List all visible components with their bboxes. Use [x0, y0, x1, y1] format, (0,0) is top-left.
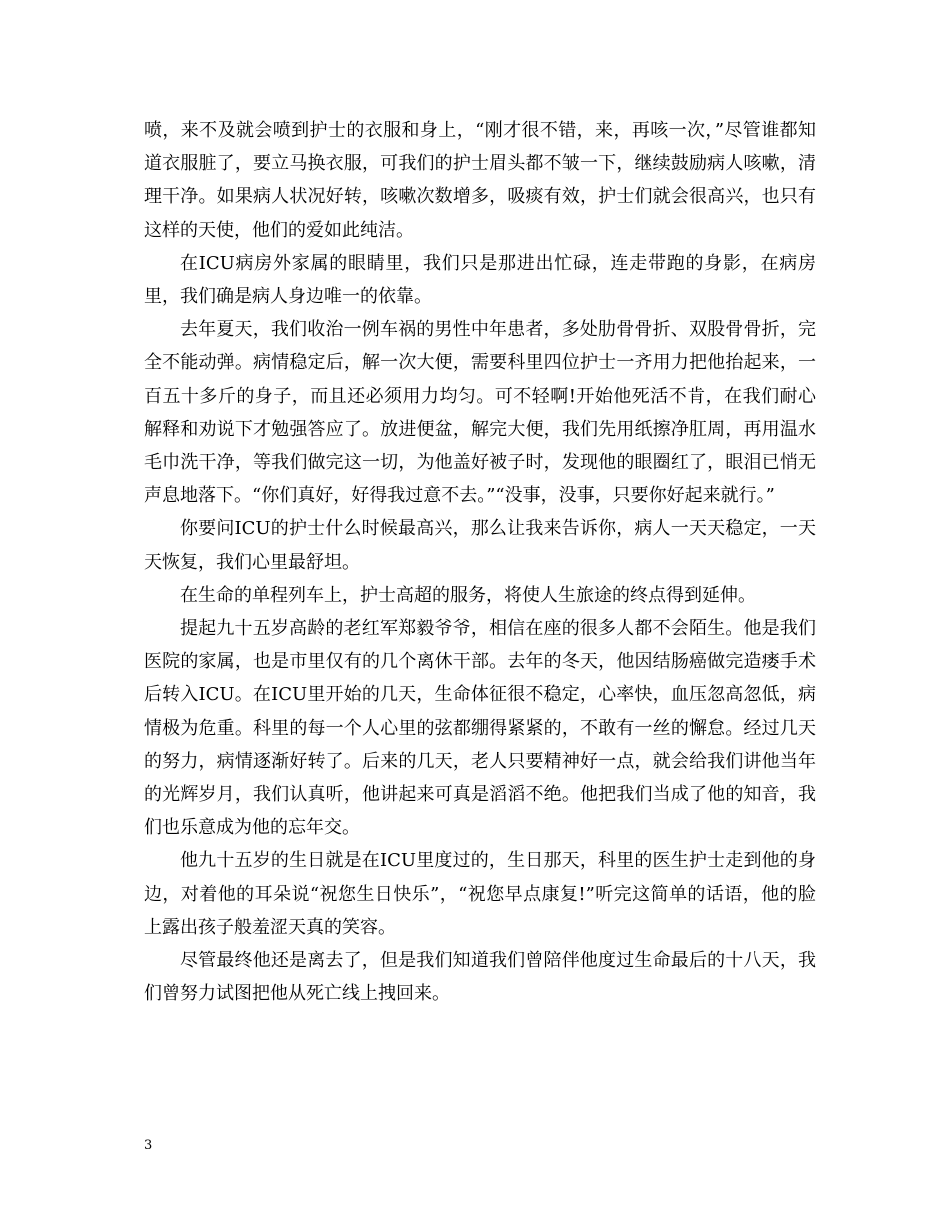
paragraph-3: 去年夏天，我们收治一例车祸的男性中年患者，多处肋骨骨折、双股骨骨折，完全不能动弹。病情稳定后，解一次大便，需要科里四位护士一齐用力把他抬起来，一百五十多斤的身子，而且还必须用力均匀。可不轻啊!开始他死活不肯，在我们耐心解释和劝说下才勉强答应了。放进便盆，解完大便，我们先用纸擦净肛周，再用温水毛巾洗干净，等我们做完这一切，为他盖好被子时，发现他的眼圈红了，眼泪已悄无声息地落下。“你们真好，好得我过意不去。”“没事，没事，只要你好起来就行。”	[144, 319, 816, 507]
paragraph-7: 他九十五岁的生日就是在ICU里度过的，生日那天，科里的医生护士走到他的身边，对着他的耳朵说“祝您生日快乐”，“祝您早点康复!”听完这简单的话语，他的脸上露出孩子般羞涩天真的笑容。	[144, 850, 816, 938]
paragraph-4: 你要问ICU的护士什么时候最高兴，那么让我来告诉你，病人一天天稳定，一天天恢复，我们心里最舒坦。	[144, 518, 816, 573]
page-number: 3	[144, 1138, 153, 1153]
paragraph-2: 在ICU病房外家属的眼睛里，我们只是那进出忙碌，连走带跑的身影，在病房里，我们确是病人身边唯一的依靠。	[144, 252, 816, 308]
body-text	[144, 114, 816, 1010]
paragraph-5: 在生命的单程列车上，护士高超的服务，将使人生旅途的终点得到延伸。	[180, 584, 756, 606]
paragraph-8: 尽管最终他还是离去了，但是我们知道我们曾陪伴他度过生命最后的十八天，我们曾努力试图把他从死亡线上拽回来。	[144, 950, 816, 1005]
paragraph-6: 提起九十五岁高龄的老红军郑毅爷爷，相信在座的很多人都不会陌生。他是我们医院的家属，也是市里仅有的几个离休干部。去年的冬天，他因结肠癌做完造瘘手术后转入ICU。在ICU里开始的几天，生命体征很不稳定，心率快，血压忽高忽低，病情极为危重。科里的每一个人心里的弦都绷得紧紧的，不敢有一丝的懈怠。经过几天的努力，病情逐渐好转了。后来的几天，老人只要精神好一点，就会给我们讲他当年的光辉岁月，我们认真听，他讲起来可真是滔滔不绝。他把我们当成了他的知音，我们也乐意成为他的忘年交。	[144, 618, 816, 839]
paragraph-1: 喷，来不及就会喷到护士的衣服和身上，“刚才很不错，来，再咳一次，”尽管谁都知道衣服脏了，要立马换衣服，可我们的护士眉头都不皱一下，继续鼓励病人咳嗽，清理干净。如果病人状况好转，咳嗽次数增多，吸痰有效，护士们就会很高兴，也只有这样的天使，他们的爱如此纯洁。	[144, 120, 816, 241]
